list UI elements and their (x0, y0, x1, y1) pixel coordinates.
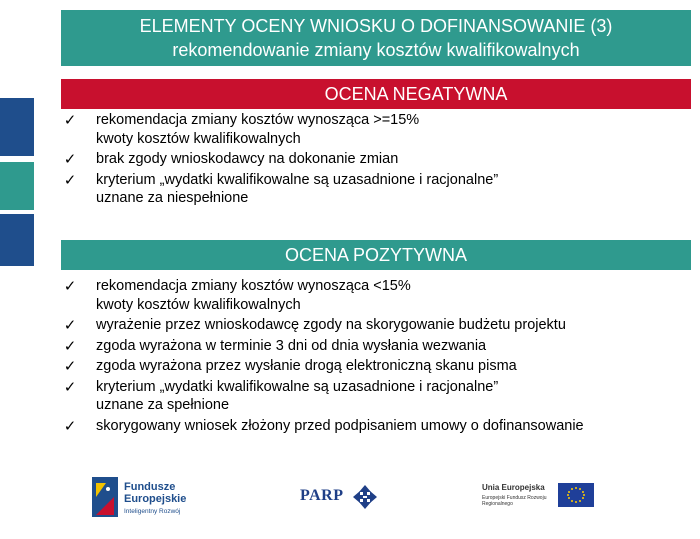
positive-heading-band (61, 240, 691, 270)
checkmark-icon: ✓ (63, 416, 77, 435)
item-text-line-1: rekomendacja zmiany kosztów wynosząca >=15% (96, 112, 420, 128)
checkmark-icon: ✓ (63, 150, 77, 168)
list-item (60, 171, 680, 208)
side-block-blue-2 (0, 214, 34, 266)
list-item (60, 357, 680, 376)
list-item (60, 337, 680, 356)
item-text-line-2: kwoty kosztów kwalifikowalnych (96, 296, 301, 313)
item-text-line-1: zgoda wyrażona w terminie 3 dni od dnia wysłania wezwania (96, 337, 487, 354)
list-item (60, 277, 680, 314)
item-text-line-1: skorygowany wniosek złożony przed podpisaniem umowy o dofinansowanie (96, 417, 584, 434)
parp-text: PARP (300, 487, 344, 504)
item-text-line-1: brak zgody wnioskodawcy na dokonanie zmian (96, 151, 399, 167)
eu-flag-icon (558, 483, 594, 507)
unia-europejska-logo (478, 480, 598, 520)
fe-star-mark-icon (92, 477, 118, 517)
negative-heading: OCENA NEGATYWNA (324, 84, 508, 104)
side-block-blue-1 (0, 98, 34, 156)
footer-logos (0, 470, 700, 539)
list-item (60, 378, 680, 415)
fe-text (124, 481, 186, 505)
parp-arrows-icon (352, 484, 378, 510)
checkmark-icon: ✓ (63, 277, 77, 295)
item-text-line-2: uznane za spełnione (96, 397, 230, 413)
item-text-line-2: uznane za niespełnione (96, 190, 249, 206)
checkmark-icon: ✓ (63, 111, 77, 129)
fe-subtitle: Inteligentny Rozwój (124, 508, 181, 515)
positive-heading: OCENA POZYTYWNA (284, 245, 468, 265)
item-text-line-1: kryterium „wydatki kwalifikowalne są uzasadnione i racjonalne” (96, 171, 499, 188)
list-item (60, 111, 680, 148)
title-line-2: rekomendowanie zmiany kosztów kwalifikowalnych (172, 40, 580, 60)
item-text-line-1: zgoda wyrażona przez wysłanie drogą elektroniczną skanu pisma (96, 358, 517, 374)
negative-list (60, 111, 680, 210)
fe-line-1: Fundusze (124, 481, 176, 493)
negative-heading-band (61, 79, 691, 109)
title-line-1: ELEMENTY OCENY WNIOSKU O DOFINANSOWANIE (3) (139, 16, 613, 36)
item-text-line-1: wyrażenie przez wnioskodawcę zgody na skorygowanie budżetu projektu (96, 317, 566, 333)
ue-title: Unia Europejska (482, 483, 545, 492)
list-item (60, 417, 680, 436)
fe-line-2: Europejskie (124, 493, 187, 505)
side-block-teal (0, 162, 34, 210)
list-item (60, 150, 680, 169)
item-text-line-1: kryterium „wydatki kwalifikowalne są uzasadnione i racjonalne” (96, 378, 499, 395)
item-text-line-1: rekomendacja zmiany kosztów wynosząca <15% (96, 278, 411, 294)
checkmark-icon: ✓ (63, 336, 77, 355)
checkmark-icon: ✓ (63, 170, 77, 189)
checkmark-icon: ✓ (63, 357, 77, 375)
list-item (60, 316, 680, 335)
slide-title (61, 10, 691, 66)
item-text-line-2: kwoty kosztów kwalifikowalnych (96, 130, 301, 147)
parp-logo (300, 484, 380, 510)
checkmark-icon: ✓ (63, 377, 77, 396)
positive-list (60, 277, 680, 437)
fundusze-europejskie-logo (92, 475, 197, 525)
checkmark-icon: ✓ (63, 316, 77, 334)
ue-subtitle: Europejski Fundusz Rozwoju Regionalnego (482, 495, 547, 507)
